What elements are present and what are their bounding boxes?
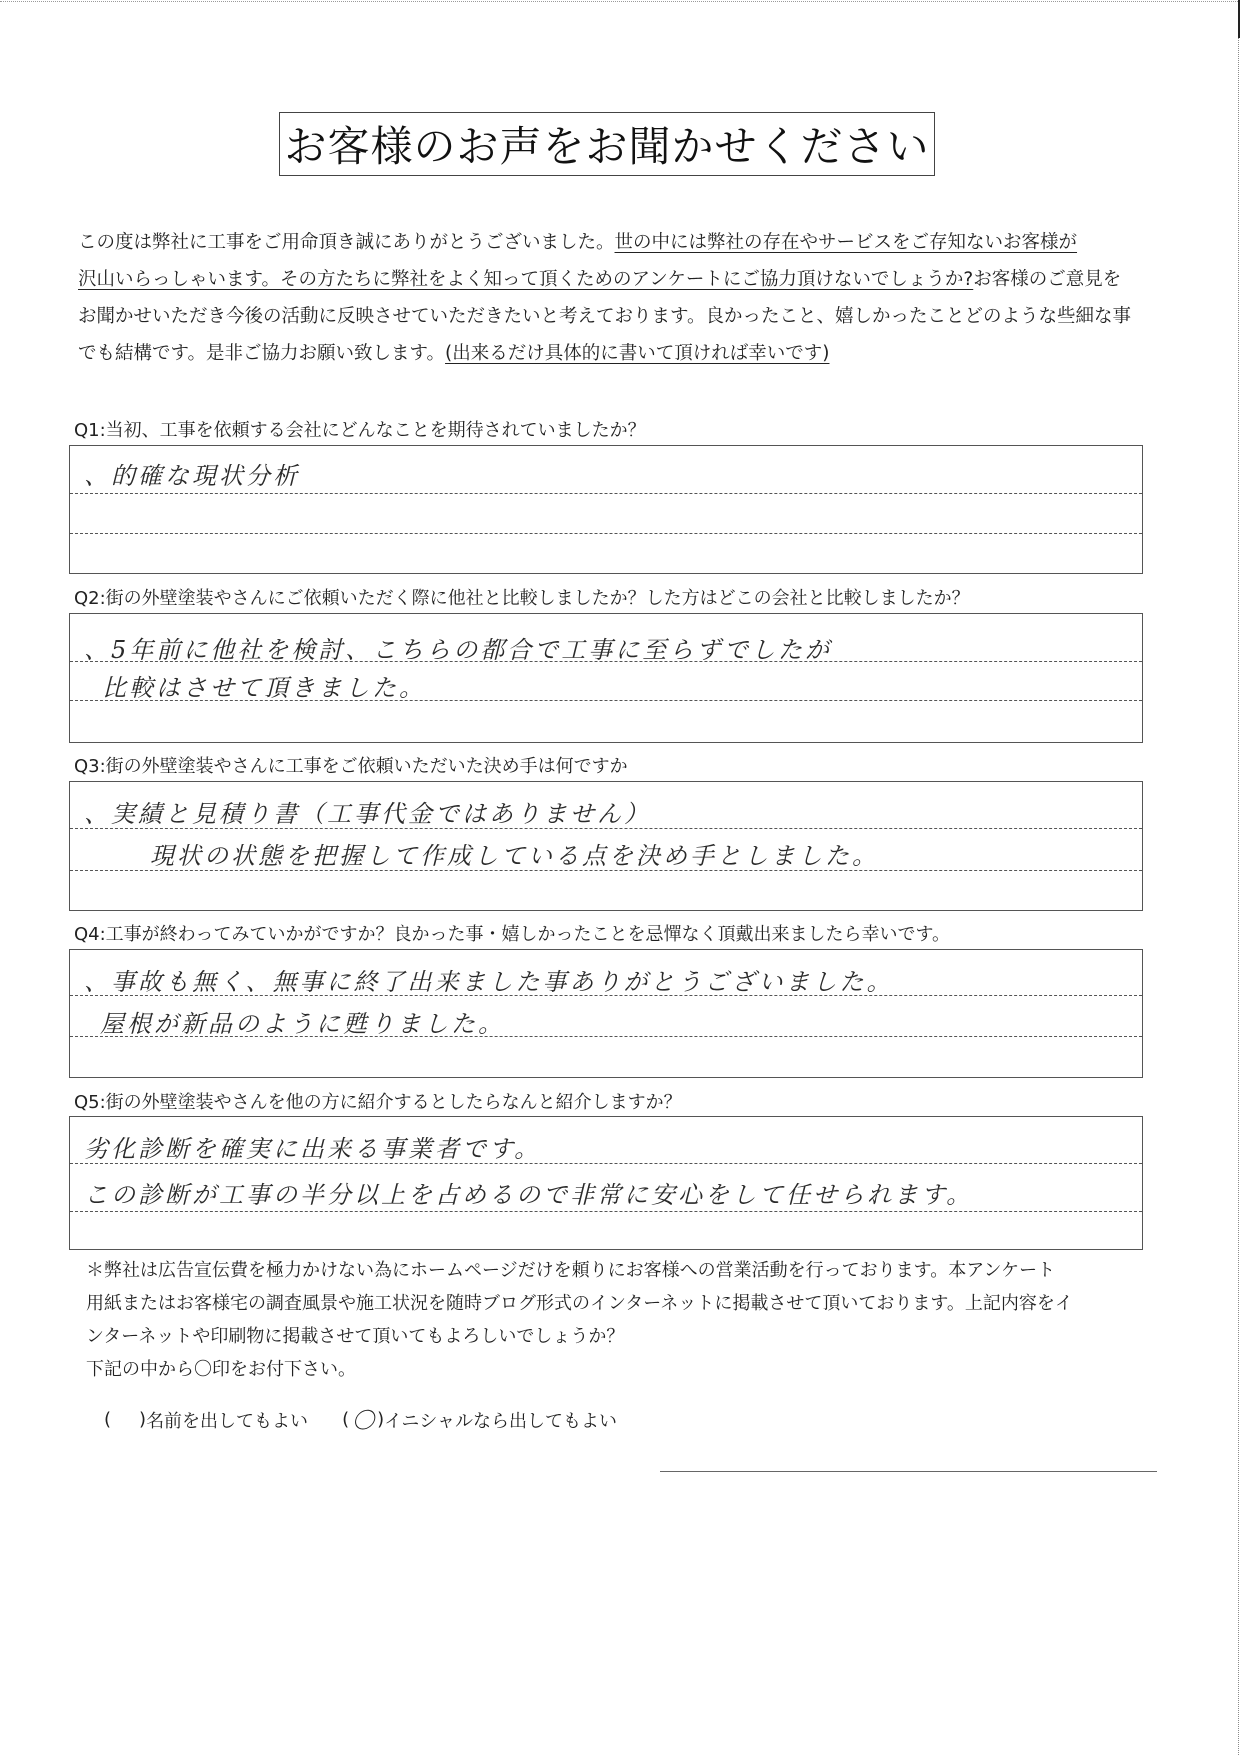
handwritten-answer-line: この診断が工事の半分以上を占めるので非常に安心をして任せられます。 [84, 1181, 974, 1209]
handwritten-answer-line: 、5年前に他社を検討、こちらの都合で工事に至らずでしたが [84, 636, 832, 664]
intro-text: でも結構です。是非ご協力お願い致します。 [78, 343, 446, 364]
handwritten-answer-line: 比較はさせて頂きました。 [102, 674, 426, 702]
paren-open: ( [342, 1409, 350, 1430]
publication-notice [86, 1254, 1166, 1386]
notice-line: 下記の中から〇印をお付下さい。 [86, 1359, 356, 1380]
option-name-ok[interactable] [104, 1404, 308, 1435]
paren-open: ( [104, 1409, 112, 1430]
intro-underlined-text: 沢山いらっしゃいます。その方たちに弊社をよく知って頂くためのアンケートにご協力頂けないでしょうか? [78, 269, 974, 290]
handwritten-answer-line: 、事故も無く、無事に終了出来ました事ありがとうございました。 [84, 968, 894, 996]
answer-box-5[interactable] [69, 1116, 1143, 1250]
question-3-label: Q3:街の外壁塗装やさんに工事をご依頼いただいた決め手は何ですか [74, 756, 628, 777]
intro-text: お客様のご意見を [973, 269, 1122, 290]
question-5-label: Q5:街の外壁塗装やさんを他の方に紹介するとしたらなんと紹介しますか？ [74, 1092, 682, 1113]
intro-line-4 [78, 335, 1158, 372]
question-1-label: Q1:当初、工事を依頼する会社にどんなことを期待されていましたか？ [74, 420, 646, 441]
option-label: イニシャルなら出してもよい [384, 1410, 618, 1432]
answer-rule [70, 1211, 1142, 1212]
page-title-box [279, 112, 935, 176]
intro-underlined-text: (出来るだけ具体的に書いて頂ければ幸いです) [445, 343, 830, 364]
scan-edge-mark [1238, 0, 1240, 38]
page-title: お客様のお声をお聞かせください [284, 122, 930, 171]
question-4-label: Q4:工事が終わってみていかがですか？良かった事・嬉しかったことを忌憚なく頂戴出来ましたら幸いです。 [74, 924, 951, 945]
handwritten-answer-line: 、実績と見積り書（工事代金ではありません） [84, 800, 651, 828]
answer-box-1[interactable] [69, 445, 1143, 574]
intro-line-3 [78, 298, 1158, 335]
intro-text: お聞かせいただき今後の活動に反映させていただきたいと考えております。良かったこと、嬉しかったことどのような些細な事 [78, 306, 1132, 327]
answer-rule [70, 493, 1142, 494]
answer-box-3[interactable] [69, 781, 1143, 911]
option-label: 名前を出してもよい [146, 1410, 309, 1432]
consent-options [104, 1404, 617, 1435]
notice-line: ンターネットや印刷物に掲載させて頂いてもよろしいでしょうか？ [86, 1326, 625, 1347]
intro-text: この度は弊社に工事をご用命頂き誠にありがとうございました。 [78, 232, 615, 253]
circle-mark-icon[interactable]: 〇 [352, 1409, 375, 1434]
intro-underlined-text: 世の中には弊社の存在やサービスをご存知ないお客様が [614, 232, 1078, 253]
scan-edge-top [0, 1, 1238, 3]
notice-line: 用紙またはお客様宅の調査風景や施工状況を随時ブログ形式のインターネットに掲載させて頂いております。上記内容をイ [86, 1293, 1073, 1314]
notice-line: ＊弊社は広告宣伝費を極力かけない為にホームページだけを頼りにお客様への営業活動を行っております。本アンケート [86, 1260, 1056, 1281]
intro-line-2 [78, 261, 1158, 298]
answer-rule [70, 533, 1142, 534]
handwritten-answer-line: 屋根が新品のように甦りました。 [100, 1010, 505, 1038]
divider-line [660, 1471, 1157, 1472]
handwritten-answer-line: 現状の状態を把握して作成している点を決め手としました。 [150, 842, 879, 870]
scan-edge-right [1238, 0, 1240, 1755]
option-initials-ok[interactable] [342, 1404, 617, 1435]
answer-box-2[interactable] [69, 613, 1143, 743]
intro-paragraph [78, 224, 1158, 372]
answer-box-4[interactable] [69, 949, 1143, 1078]
paren-close: ) [377, 1409, 385, 1430]
paren-close: ) [139, 1409, 147, 1430]
handwritten-answer-line: 劣化診断を確実に出来る事業者です。 [84, 1135, 542, 1163]
handwritten-answer-line: 、的確な現状分析 [84, 462, 300, 490]
question-2-label: Q2:街の外壁塗装やさんにご依頼いただく際に他社と比較しましたか？した方はどこの会社と比較しましたか？ [74, 588, 970, 609]
intro-line-1 [78, 224, 1158, 261]
